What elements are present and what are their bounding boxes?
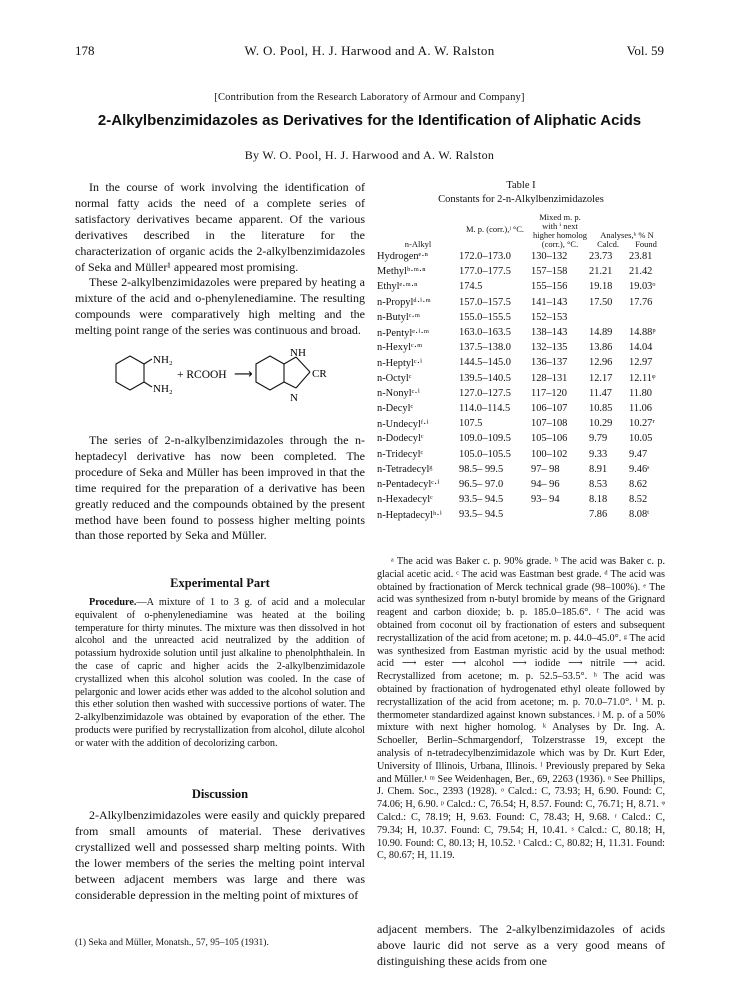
cell-found: 9.47 <box>629 448 648 460</box>
cell-calcd: 11.47 <box>589 387 612 399</box>
cell-mixed: 128–131 <box>531 372 568 384</box>
cell-found: 12.11ᵠ <box>629 372 656 384</box>
contribution-line: [Contribution from the Research Laboratory of Armour and Company] <box>214 92 525 103</box>
cell-found: 14.04 <box>629 342 653 354</box>
cell-mp: 127.0–127.5 <box>459 387 511 399</box>
table-row <box>377 477 665 492</box>
cell-mp: 163.0–163.5 <box>459 327 511 339</box>
table-row <box>377 279 665 294</box>
byline: By W. O. Pool, H. J. Harwood and A. W. Ralston <box>244 148 495 162</box>
cell-found: 11.06 <box>629 402 652 414</box>
cell-found: 23.81 <box>629 251 653 263</box>
intro-text <box>75 180 365 339</box>
cell-calcd: 7.86 <box>589 509 608 521</box>
discussion-text <box>75 808 365 903</box>
page-number: 178 <box>75 43 95 58</box>
discussion-section <box>75 787 365 803</box>
table-row <box>377 492 665 507</box>
footnote <box>75 938 365 948</box>
cell-found: 17.76 <box>629 296 653 308</box>
intro-paragraph: These 2-alkylbenzimidazoles were prepared by heating a mixture of the acid and o-phenylenediamine. The resulting compounds were comparatively high melting and the melting point range of the series was continuous and broad. <box>75 275 365 338</box>
series-paragraph: The series of 2-n-alkylbenzimidazoles through the n-heptadecyl derivative has now been completed. The procedure of Seka and Müller has been improved in that the time required for the preparation of a derivative has been greatly reduced and the compounds obtained by the present method have been found to possess higher melting points than those reported by Seka and Müller. <box>75 433 365 543</box>
nh-label: NH <box>290 347 306 359</box>
cell-calcd: 17.50 <box>589 296 613 308</box>
cell-mixed: 106–107 <box>531 402 568 414</box>
cell-alkyl: n-Hexylᶜ·ᵐ <box>377 342 423 354</box>
cell-alkyl: n-Pentadecylᶜ·ⁱ <box>377 479 440 491</box>
table-row <box>377 310 665 325</box>
cell-alkyl: n-Heptylᶜ·ⁱ <box>377 357 423 369</box>
footnote-text: (1) Seka and Müller, Monatsh., 57, 95–105 (1931). <box>75 938 269 948</box>
discussion-paragraph: 2-Alkylbenzimidazoles were easily and quickly prepared from small amounts of material. These derivatives crystallized well and possessed sharp melting points. With the lower members of the series the melting point interval between adjacent members was large and there was considerable depression in the melting point of mixtures of <box>75 808 365 902</box>
cell-calcd: 13.86 <box>589 342 613 354</box>
cell-mp: 105.0–105.5 <box>459 448 511 460</box>
cell-mp: 93.5– 94.5 <box>459 494 504 506</box>
cell-found: 19.03ᵒ <box>629 281 656 293</box>
header-alkyl: n-Alkyl <box>404 239 432 249</box>
cell-alkyl: n-Undecylᶠ·ⁱ <box>377 418 429 430</box>
cell-found: 21.42 <box>629 266 653 278</box>
cell-alkyl: n-Heptadecylʰ·ⁱ <box>377 509 442 521</box>
cell-mixed: 136–137 <box>531 357 568 369</box>
cell-found: 10.27ʳ <box>629 418 655 430</box>
cell-mixed: 130–132 <box>531 251 568 263</box>
cell-mixed: 107–108 <box>531 418 568 430</box>
cell-calcd: 8.18 <box>589 494 608 506</box>
cell-mixed: 97– 98 <box>531 463 560 475</box>
table-row <box>377 446 665 461</box>
intro-paragraph: In the course of work involving the identification of normal fatty acids the need of a complete series of satisfactory derivatives became apparent. Of the various derivatives described in the literature for the characterization of organic acids the 2-alkylbenzimidazoles of Seka and Müller¹ appeared most promising. <box>75 180 365 274</box>
table-label: Table I <box>506 180 536 191</box>
cell-alkyl: Ethylᵉ·ᵐ·ⁿ <box>377 281 418 293</box>
reaction-scheme <box>100 344 360 434</box>
header-calcd: Calcd. <box>597 239 620 249</box>
table-row <box>377 264 665 279</box>
cell-found <box>629 310 665 325</box>
experimental-section <box>75 576 365 592</box>
table-row <box>377 295 665 310</box>
running-header <box>0 43 739 61</box>
cell-alkyl: n-Hexadecylᶜ <box>377 494 433 506</box>
n-label: N <box>290 392 298 404</box>
cr-label: CR <box>312 368 327 380</box>
cell-calcd: 23.73 <box>589 251 613 263</box>
cell-mixed: 117–120 <box>531 387 567 399</box>
cell-alkyl: n-Decylᶜ <box>377 402 414 414</box>
reagent-label: + RCOOH <box>177 369 227 381</box>
cell-mp: 96.5– 97.0 <box>459 478 504 490</box>
cell-found: 8.08ᵗ <box>629 509 650 521</box>
cell-found: 14.88ᵖ <box>629 327 656 339</box>
cell-found: 8.52 <box>629 494 648 506</box>
cell-mp: 98.5– 99.5 <box>459 463 504 475</box>
running-authors: W. O. Pool, H. J. Harwood and A. W. Ralston <box>244 43 495 58</box>
cell-mp: 114.0–114.5 <box>459 402 511 414</box>
cell-alkyl: n-Dodecylᶜ <box>377 433 424 445</box>
cell-mixed: 157–158 <box>531 266 568 278</box>
table-row <box>377 325 665 340</box>
header-analyses-label: Analyses,ᵏ % N <box>600 230 654 240</box>
table-row <box>377 416 665 431</box>
continuation-paragraph: adjacent members. The 2-alkylbenzimidazoles of acids above lauric did not serve as a very good means of distinguishing these acids from one <box>377 922 665 968</box>
cell-found: 9.46ˢ <box>629 463 650 475</box>
table-block <box>377 180 665 522</box>
article-title: 2-Alkylbenzimidazoles as Derivatives for the Identification of Aliphatic Acids <box>97 112 642 129</box>
header-mp: M. p. (corr.),ʲ °C. <box>465 223 525 234</box>
cell-mp: 109.0–109.5 <box>459 433 511 445</box>
cell-calcd: 21.21 <box>589 266 613 278</box>
cell-mp: 93.5– 94.5 <box>459 509 504 521</box>
cell-calcd: 8.91 <box>589 463 608 475</box>
cell-mixed: 105–106 <box>531 433 568 445</box>
table-header-row <box>377 209 665 249</box>
series-text <box>75 433 365 544</box>
benzene-ring-left <box>116 356 144 390</box>
cell-found: 12.97 <box>629 357 653 369</box>
cell-mixed: 94– 96 <box>531 478 560 490</box>
cell-found: 11.80 <box>629 387 652 399</box>
table-row <box>377 355 665 370</box>
cell-calcd: 10.85 <box>589 402 613 414</box>
header-found: Found <box>635 239 657 249</box>
cell-mixed: 141–143 <box>531 296 568 308</box>
cell-calcd: 9.33 <box>589 448 608 460</box>
cell-calcd: 8.53 <box>589 478 608 490</box>
reaction-arrow: ⟶ <box>234 367 253 382</box>
cell-mixed: 93– 94 <box>531 494 560 506</box>
cell-calcd: 19.18 <box>589 281 613 293</box>
procedure-body: —A mixture of 1 to 3 g. of acid and a molecular equivalent of o-phenylenediamine was heated at the boiling temperature for thirty minutes. The mixture was then dissolved in hot alcohol and the unreacted acid neutralized by the addition of potassium hydroxide solution until just alkaline to phenolphthalein. In the case of capric and higher acids the 2-alkylbenzimidazole crystallized when this alcohol solution was cooled. In the case of pelargonic and lower acids ether was added to the alcohol solution and this ether solution then washed with successive portions of water. The 2-alkylbenzimidazole was obtained by evaporation of the ether. The products were purified by recrystallization from alcohol, dilute alcohol or water with the addition of decolorizing carbon. <box>75 597 365 749</box>
procedure-text <box>75 597 365 751</box>
cell-mixed: 138–143 <box>531 327 568 339</box>
cell-calcd: 12.96 <box>589 357 613 369</box>
cell-mixed <box>531 507 589 522</box>
table-row <box>377 386 665 401</box>
cell-mixed: 155–156 <box>531 281 568 293</box>
table-caption: Constants for 2-n-Alkylbenzimidazoles <box>438 194 604 205</box>
cell-calcd: 14.89 <box>589 327 613 339</box>
procedure-label: Procedure. <box>89 597 137 608</box>
cell-mp: 177.0–177.5 <box>459 266 511 278</box>
volume-number: Vol. 59 <box>626 43 664 58</box>
table-row <box>377 462 665 477</box>
table-row <box>377 507 665 522</box>
experimental-heading: Experimental Part <box>170 576 270 590</box>
cell-found: 8.62 <box>629 478 648 490</box>
nh2-bottom-label: NH₂ <box>153 383 173 395</box>
cell-calcd: 12.17 <box>589 372 613 384</box>
benzene-ring-right <box>256 356 284 390</box>
cell-calcd <box>589 310 629 325</box>
cell-mixed: 152–153 <box>531 311 568 323</box>
cell-mixed: 100–102 <box>531 448 568 460</box>
cell-alkyl: n-Tetradecylᵍ <box>377 463 433 475</box>
table-notes <box>377 556 665 863</box>
table-row <box>377 371 665 386</box>
cell-alkyl: n-Pentylᵉ·ⁱ·ᵐ <box>377 327 429 339</box>
continuation-text <box>377 922 665 970</box>
table-row <box>377 340 665 355</box>
header-analyses <box>589 209 665 249</box>
constants-table <box>377 209 665 522</box>
cell-found: 10.05 <box>629 433 653 445</box>
table-row <box>377 249 665 264</box>
cell-mixed: 132–135 <box>531 342 568 354</box>
cell-mp: 137.5–138.0 <box>459 342 511 354</box>
discussion-heading: Discussion <box>191 787 249 801</box>
table-body <box>377 249 665 522</box>
table-notes-text: ᵃ The acid was Baker c. p. 90% grade. ᵇ The acid was Baker c. p. glacial acetic acid. ᶜ The acid was Eastman best grade. ᵈ The acid was obtained by fractionation of Merck technical grade (98–100%). ᵉ The acid was synthesized from n-butyl bromide by means of the Grignard reagent and carbon dioxide; b. p. 185.0–185.6°. ᶠ The acid was obtained from coconut oil by fractionation of esters and subsequent recrystallization of the acid from acetone; m. p. 44.0–45.0°. ᵍ The acid was synthesized from Eastman myristic acid by the usual method: acid ⟶ ester ⟶ alcohol ⟶ iodide ⟶ nitrile ⟶ acid. Recrystallized from acetone; m. p. 52.5–53.5°. ʰ The acid was obtained by fractionation of hydrogenated ethyl oleate followed by recrystallization of the acid from acetone; m. p. 70.0–71.0°. ⁱ M. p. thermometer standardized against known substances. ʲ M. p. of a 50% mixture with next higher homolog. ᵏ Analyses by Dr. Ing. A. Schoeller, Berlin–Schmargendorf, Tolzerstrasse 19, except the analysis of n-tetradecylbenzimidazole which was by Dr. Kurt Eder, University of Illinois, Urbana, Illinois. ˡ Previously prepared by Seka and Müller.¹ ᵐ See Weidenhagen, Ber., 69, 2263 (1936). ⁿ See Phillips, J. Chem. Soc., 2393 (1928). ᵒ Calcd.: C, 73.93; H, 6.90. Found: C, 74.06; H, 6.90. ᵖ Calcd.: C, 76.54; H, 8.57. Found: C, 76.71; H, 8.71. ᵠ Calcd.: C, 78.19; H, 9.63. Found: C, 78.43; H, 9.68. ʳ Calcd.: C, 79.34; H, 10.37. Found: C, 79.54; H, 10.41. ˢ Calcd.: C, 80.18; H, 10.90. Found: C, 80.13; H, 10.52. ᵗ Calcd.: C, 80.82; H, 11.31. Found: C, 80.67; H, 11.19. <box>377 556 665 862</box>
header-mixed: Mixed m. p. with ⁱ next higher homolog (corr.), °C. <box>532 212 588 249</box>
table-row <box>377 431 665 446</box>
cell-mp: 157.0–157.5 <box>459 296 511 308</box>
cell-calcd: 10.29 <box>589 418 613 430</box>
cell-calcd: 9.79 <box>589 433 608 445</box>
cell-alkyl: n-Propylᵈ·ⁱ·ᵐ <box>377 297 431 309</box>
cell-alkyl: Methylᵇ·ᵐ·ⁿ <box>377 266 426 278</box>
cell-alkyl: n-Tridecylᶜ <box>377 448 424 460</box>
cell-mp: 144.5–145.0 <box>459 357 511 369</box>
cell-mp: 107.5 <box>459 418 483 430</box>
cell-mp: 155.0–155.5 <box>459 311 511 323</box>
cell-alkyl: Hydrogenᵉ·ⁿ <box>377 251 428 263</box>
cell-mp: 139.5–140.5 <box>459 372 511 384</box>
nh2-top-label: NH₂ <box>153 354 173 366</box>
cell-alkyl: n-Butylᶜ·ᵐ <box>377 311 420 323</box>
cell-mp: 172.0–173.0 <box>459 251 511 263</box>
cell-alkyl: n-Nonylᶜ·ⁱ <box>377 388 420 400</box>
cell-mp: 174.5 <box>459 281 483 293</box>
table-row <box>377 401 665 416</box>
cell-alkyl: n-Octylᶜ <box>377 372 412 384</box>
